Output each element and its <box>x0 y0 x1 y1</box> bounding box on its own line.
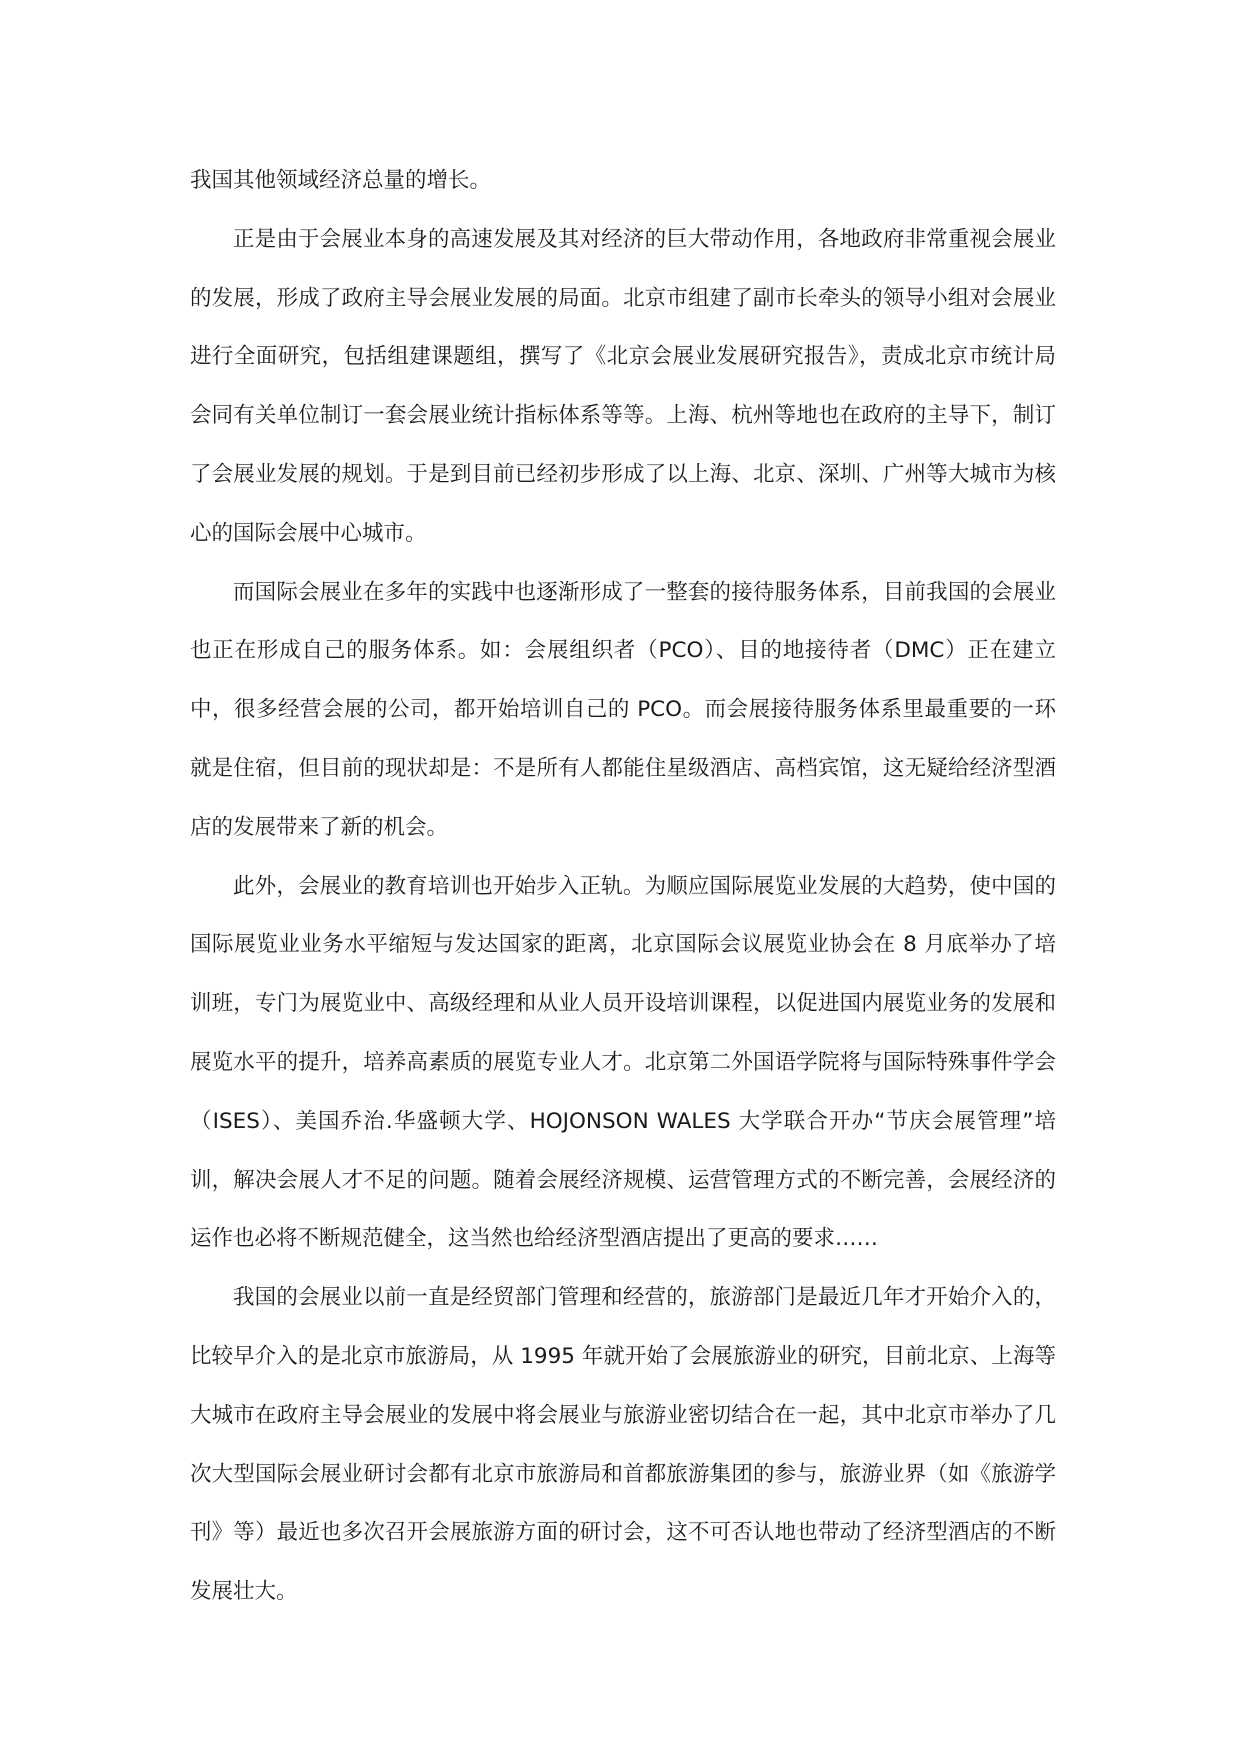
text-line: 发展壮大。 <box>190 1579 298 1605</box>
paragraph-1 <box>190 152 1056 211</box>
text-line: 大城市在政府主导会展业的发展中将会展业与旅游业密切结合在一起，其中北京市举办了几 <box>190 1402 1056 1428</box>
document-body <box>190 152 1056 1622</box>
text-line: 次大型国际会展业研讨会都有北京市旅游局和首都旅游集团的参与，旅游业界（如《旅游学 <box>190 1461 1056 1487</box>
text-line: （ISES）、美国乔治.华盛顿大学、HOJONSON WALES 大学联合开办“节庆会展管理”培 <box>190 1108 1056 1134</box>
text-line: 就是住宿，但目前的现状却是：不是所有人都能住星级酒店、高档宾馆，这无疑给经济型酒 <box>190 755 1056 781</box>
text-line: 展览水平的提升，培养高素质的展览专业人才。北京第二外国语学院将与国际特殊事件学会 <box>190 1049 1056 1075</box>
text-line: 而国际会展业在多年的实践中也逐渐形成了一整套的接待服务体系，目前我国的会展业 <box>233 579 1056 605</box>
text-line: 比较早介入的是北京市旅游局，从 1995 年就开始了会展旅游业的研究，目前北京、上海等 <box>190 1343 1056 1369</box>
text-line: 的发展，形成了政府主导会展业发展的局面。北京市组建了副市长牵头的领导小组对会展业 <box>190 285 1056 311</box>
text-line: 店的发展带来了新的机会。 <box>190 814 449 840</box>
text-line: 进行全面研究，包括组建课题组，撰写了《北京会展业发展研究报告》，责成北京市统计局 <box>190 344 1056 370</box>
text-line: 了会展业发展的规划。于是到目前已经初步形成了以上海、北京、深圳、广州等大城市为核 <box>190 461 1056 487</box>
text-line: 我国其他领域经济总量的增长。 <box>190 168 492 193</box>
paragraph-3 <box>190 564 1056 858</box>
text-line: 正是由于会展业本身的高速发展及其对经济的巨大带动作用，各地政府非常重视会展业 <box>233 226 1056 252</box>
text-line: 训班，专门为展览业中、高级经理和从业人员开设培训课程，以促进国内展览业务的发展和 <box>190 991 1056 1017</box>
text-line: 中，很多经营会展的公司，都开始培训自己的 PCO。而会展接待服务体系里最重要的一环 <box>190 697 1056 723</box>
text-line: 也正在形成自己的服务体系。如：会展组织者（PCO）、目的地接待者（DMC）正在建立 <box>190 638 1056 664</box>
text-line: 此外，会展业的教育培训也开始步入正轨。为顺应国际展览业发展的大趋势，使中国的 <box>233 873 1056 899</box>
paragraph-2 <box>190 211 1056 564</box>
text-line: 刊》等）最近也多次召开会展旅游方面的研讨会，这不可否认地也带动了经济型酒店的不断 <box>190 1520 1056 1546</box>
text-line: 我国的会展业以前一直是经贸部门管理和经营的，旅游部门是最近几年才开始介入的， <box>233 1285 1056 1311</box>
text-line: 训，解决会展人才不足的问题。随着会展经济规模、运营管理方式的不断完善，会展经济的 <box>190 1167 1056 1193</box>
text-line: 会同有关单位制订一套会展业统计指标体系等等。上海、杭州等地也在政府的主导下，制订 <box>190 403 1056 429</box>
text-line: 国际展览业业务水平缩短与发达国家的距离，北京国际会议展览业协会在 8 月底举办了培 <box>190 932 1056 958</box>
paragraph-5 <box>190 1269 1056 1622</box>
text-line: 心的国际会展中心城市。 <box>190 520 427 546</box>
paragraph-4 <box>190 858 1056 1270</box>
text-line: 运作也必将不断规范健全，这当然也给经济型酒店提出了更高的要求…… <box>190 1226 879 1252</box>
